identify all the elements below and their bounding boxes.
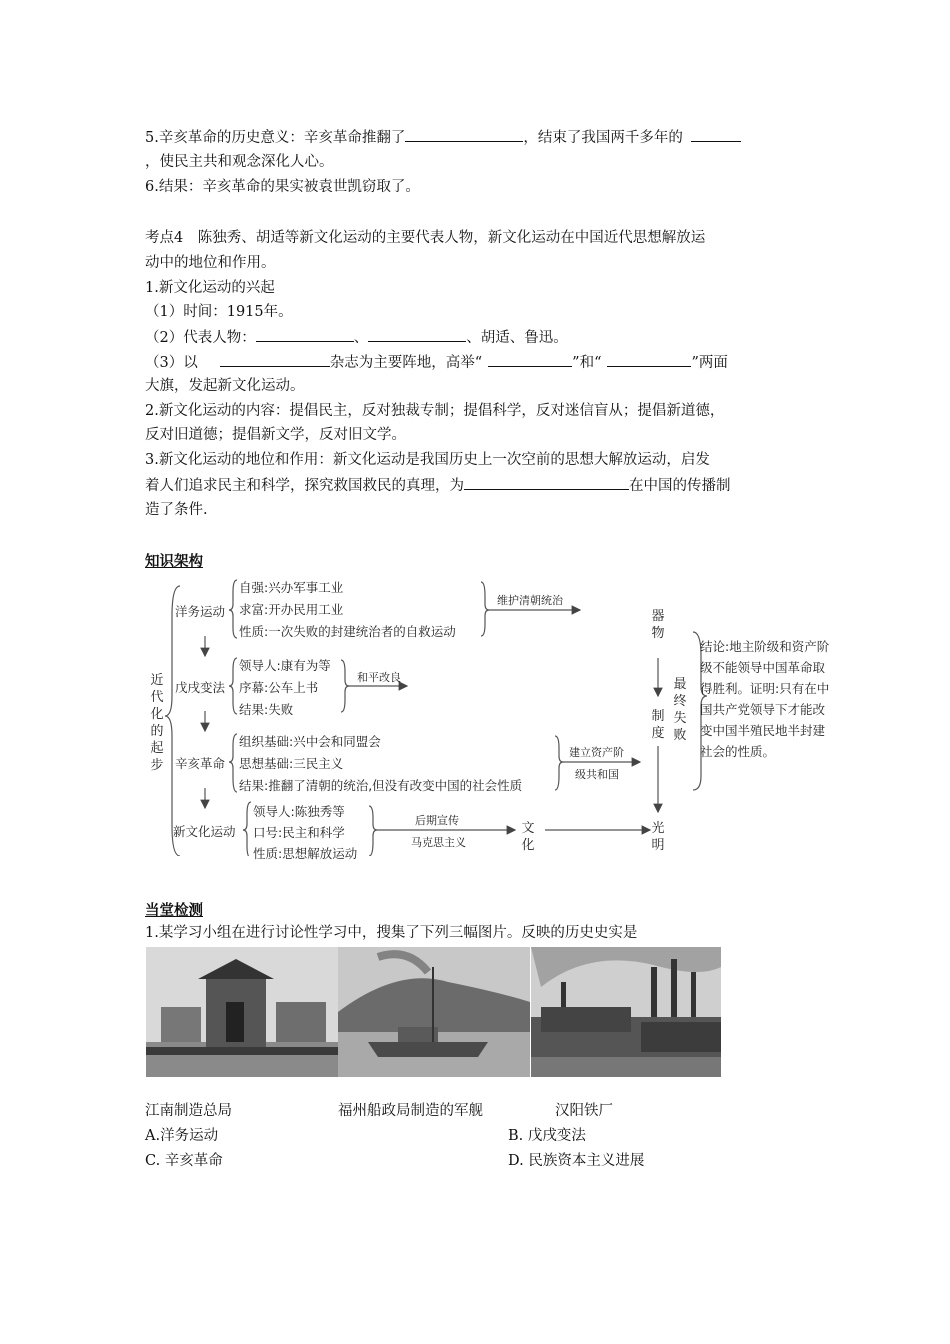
- p3-text-a: 着人们追求民主和科学，探究救国救民的真理，为: [145, 478, 464, 494]
- zuizhong-shibai: 最终失败: [673, 677, 687, 743]
- people-label: （2）代表人物：: [145, 330, 256, 346]
- wuxu-title: 戊戌变法: [175, 680, 226, 695]
- yangwu-item-2: 求富:开办民用工业: [239, 602, 344, 617]
- kaodian4-title-line1: 考点4 陈独秀、胡适等新文化运动的主要代表人物，新文化运动在中国近代思想解放运: [145, 230, 706, 246]
- xinwenhua-arrow-top: 后期宣传: [415, 814, 459, 827]
- wuxu-arrow-label: 和平改良: [357, 671, 401, 684]
- xinwenhua-item-2: 口号:民主和科学: [253, 825, 345, 840]
- people-rest: 、胡适、鲁迅。: [466, 330, 568, 346]
- xinhai-title: 辛亥革命: [175, 756, 226, 771]
- xinwenhua-item-3: 性质:思想解放运动: [253, 846, 358, 861]
- option-b[interactable]: B. 戊戌变法: [508, 1128, 586, 1144]
- kaodian4-p1: 1.新文化运动的兴起: [145, 280, 275, 296]
- photo-fuzhou-warship-image: [338, 947, 530, 1077]
- mag-text-b: 杂志为主要阵地，高举“: [329, 355, 483, 371]
- section6-line: 6.结果：辛亥革命的果实被袁世凯窃取了。: [145, 179, 420, 195]
- kaodian4-p3-line2: [145, 475, 731, 496]
- root-label: 近代化的起步: [150, 673, 164, 773]
- blank-person1[interactable]: [256, 327, 354, 342]
- quiz-q1: 1.某学习小组在进行讨论性学习中，搜集了下列三幅图片。反映的历史史实是: [145, 925, 638, 941]
- kaodian4-p1-magazine-2: 大旗，发起新文化运动。: [145, 378, 305, 394]
- section5-line1: [145, 127, 741, 148]
- level-guangming: 光明: [651, 821, 665, 853]
- wuxu-item-3: 结果:失败: [239, 702, 294, 717]
- framework-conclusion: 结论:地主阶级和资产阶级不能领导中国革命取得胜利。证明:只有在中国共产党领导下才能改变中国半殖民地半封建社会的性质。: [700, 639, 830, 759]
- xinhai-item-3: 结果:推翻了清朝的统治,但没有改变中国的社会性质: [239, 778, 523, 793]
- option-a[interactable]: A.洋务运动: [145, 1128, 219, 1144]
- blank-person2[interactable]: [368, 327, 466, 342]
- caption-2: 福州船政局制造的军舰: [338, 1103, 483, 1119]
- kaodian4-p3-line1: 3.新文化运动的地位和作用：新文化运动是我国历史上一次空前的思想大解放运动，启发: [145, 452, 710, 468]
- blank-system[interactable]: [691, 127, 741, 142]
- kaodian4-title-line2: 动中的地位和作用。: [145, 255, 276, 271]
- kaodian4-p3-line3: 造了条件.: [145, 502, 208, 518]
- yangwu-item-1: 自强:兴办军事工业: [239, 580, 344, 595]
- section5-text-a: 5.辛亥革命的历史意义：辛亥革命推翻了: [145, 130, 406, 146]
- photo-hanyang-ironworks: [531, 947, 721, 1077]
- level-wenhua: 文化: [521, 821, 535, 853]
- photo-jiangnan-arsenal-image: [146, 947, 338, 1077]
- kaodian4-p2-line1: 2.新文化运动的内容：提倡民主，反对独裁专制；提倡科学，反对迷信盲从；提倡新道德，: [145, 403, 725, 419]
- yangwu-item-3: 性质:一次失败的封建统治者的自救运动: [239, 624, 456, 639]
- caption-3: 汉阳铁厂: [555, 1103, 613, 1119]
- photo-fuzhou-warship: [338, 947, 530, 1077]
- people-sep: 、: [353, 330, 369, 346]
- kaodian4-p1-magazine: [145, 352, 728, 373]
- wuxu-item-1: 领导人:康有为等: [239, 658, 331, 673]
- photo-jiangnan-arsenal: [146, 947, 338, 1077]
- kaodian4-p1-time: （1）时间：1915年。: [145, 304, 293, 320]
- mag-text-c: ”和“: [572, 355, 602, 371]
- mag-text-d: ”两面: [691, 355, 728, 371]
- level-qiwu: 器物: [651, 609, 665, 641]
- blank-banner2[interactable]: [607, 352, 691, 367]
- option-c[interactable]: C. 辛亥革命: [145, 1153, 223, 1169]
- xinwenhua-arrow-bottom: 马克思主义: [411, 836, 466, 849]
- yangwu-arrow-label: 维护清朝统治: [497, 594, 563, 607]
- mag-text-a: （3）以: [145, 355, 198, 371]
- framework-heading: 知识架构: [145, 553, 203, 570]
- xinhai-item-1: 组织基础:兴中会和同盟会: [239, 734, 381, 749]
- yangwu-title: 洋务运动: [175, 604, 226, 619]
- wuxu-item-2: 序幕:公车上书: [239, 680, 319, 695]
- xinhai-arrow-top: 建立资产阶: [569, 746, 624, 759]
- kaodian4-p1-people: [145, 327, 568, 348]
- blank-overthrew[interactable]: [405, 127, 523, 142]
- blank-marxism[interactable]: [464, 475, 629, 490]
- section5-line2: ，使民主共和观念深化人心。: [145, 154, 334, 170]
- blank-magazine[interactable]: [220, 352, 330, 367]
- xinhai-arrow-bottom: 级共和国: [575, 768, 619, 781]
- quiz-heading: 当堂检测: [145, 902, 203, 919]
- xinhai-item-2: 思想基础:三民主义: [239, 756, 344, 771]
- blank-banner1[interactable]: [488, 352, 572, 367]
- p3-text-b: 在中国的传播制: [629, 478, 731, 494]
- section5-text-b: ，结束了我国两千多年的: [523, 130, 683, 146]
- xinwenhua-item-1: 领导人:陈独秀等: [253, 804, 345, 819]
- photo-hanyang-ironworks-image: [531, 947, 721, 1077]
- option-d[interactable]: D. 民族资本主义进展: [508, 1153, 645, 1169]
- caption-1: 江南制造总局: [145, 1103, 232, 1119]
- level-zhidu: 制度: [651, 709, 665, 741]
- xinwenhua-title: 新文化运动: [173, 824, 236, 839]
- kaodian4-p2-line2: 反对旧道德；提倡新文学，反对旧文学。: [145, 427, 406, 443]
